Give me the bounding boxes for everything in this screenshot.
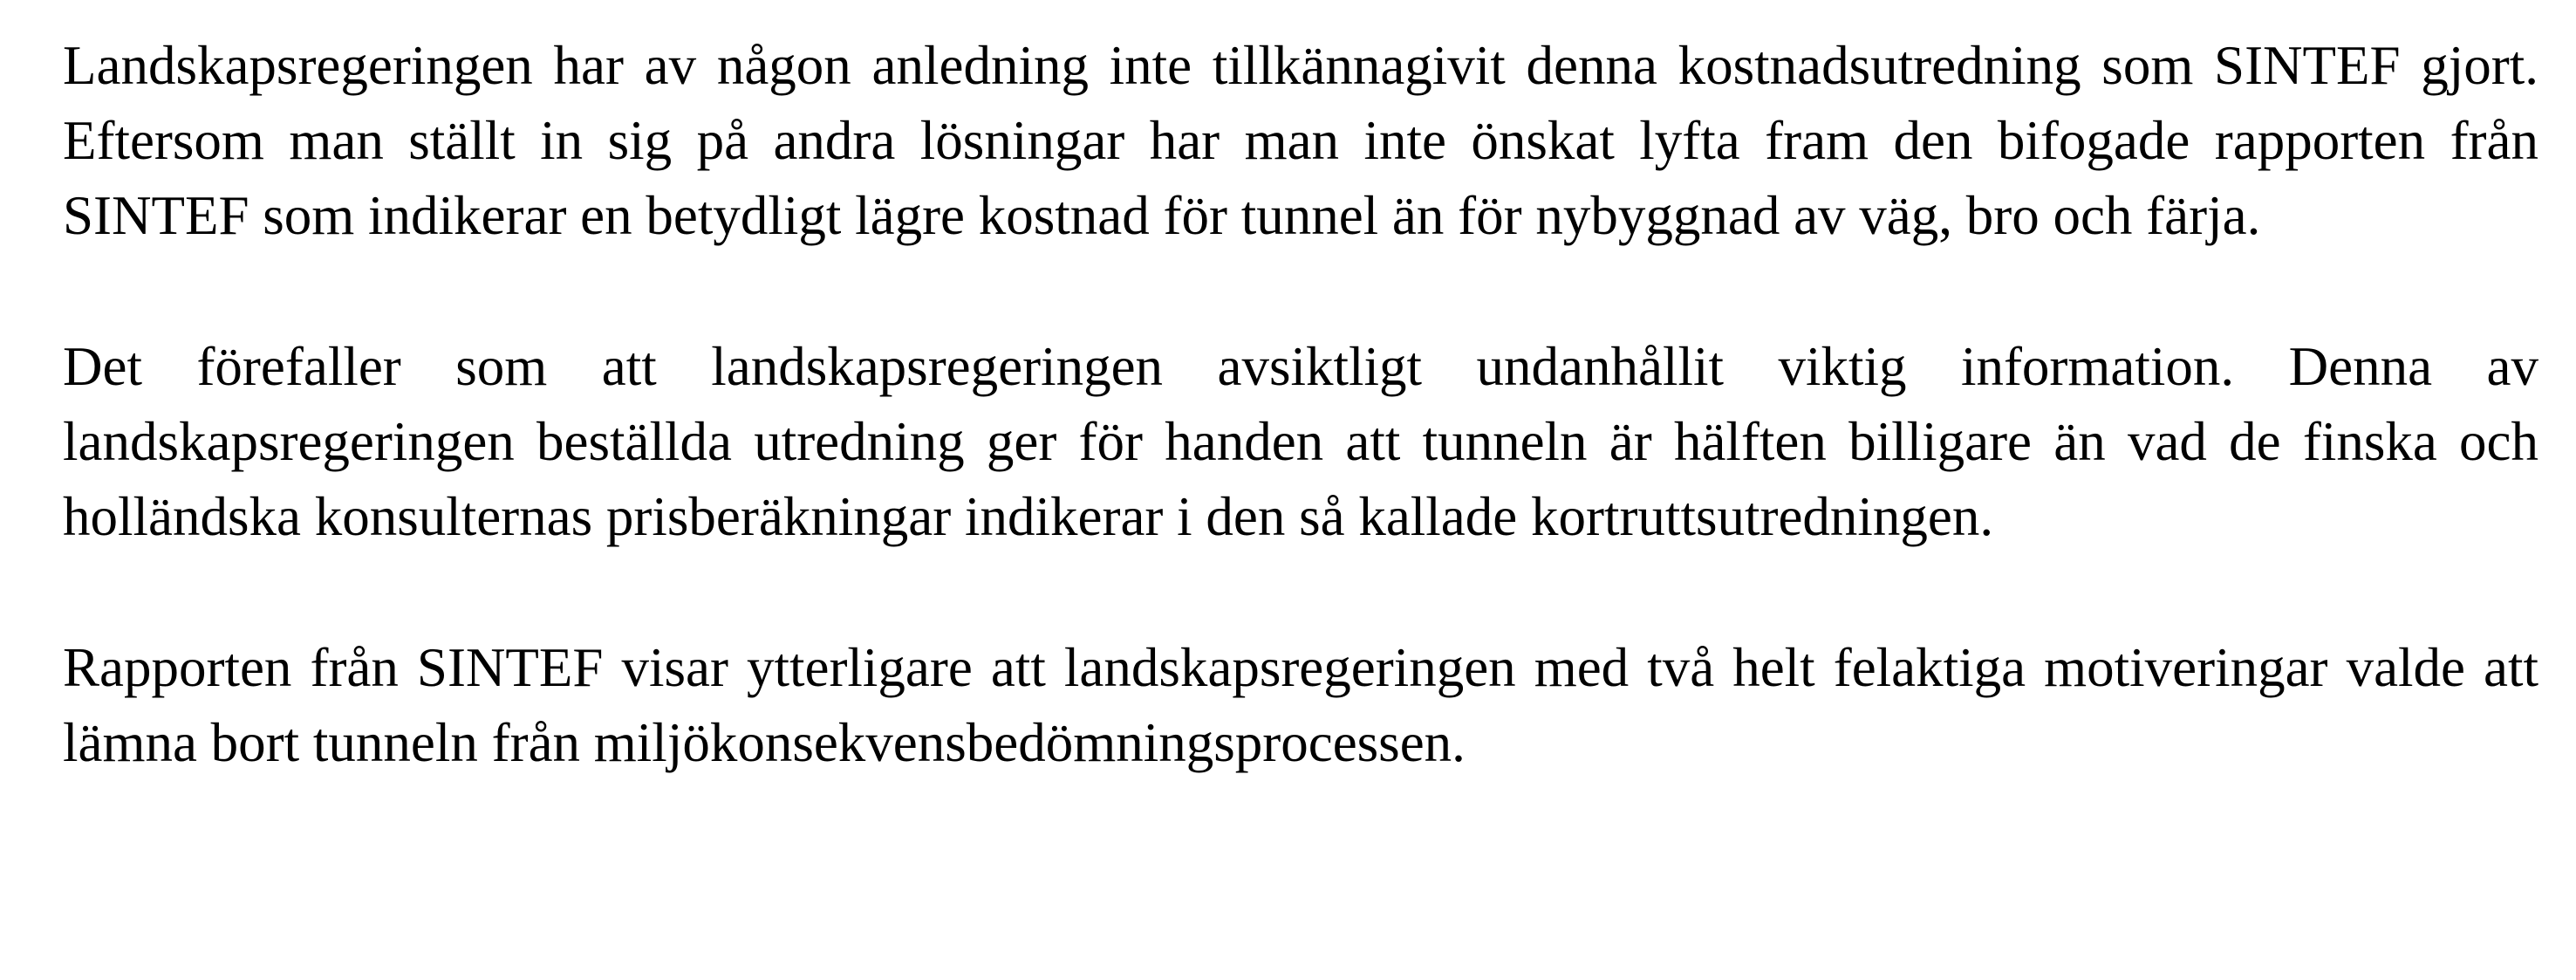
paragraph-cost-report: Landskapsregeringen har av någon anledning inte tillkännagivit denna kostnadsutredning som SINTEF gjort. Eftersom man ställt in sig på andra lösningar har man inte önskat lyfta fram den bifogade rapporten från SINTEF som indikerar en betydligt lägre kostnad för tunnel än för nybyggnad av väg, bro och färja. <box>63 35 2538 246</box>
document-body <box>63 28 2538 780</box>
paragraph-sintef-findings: Rapporten från SINTEF visar ytterligare att landskapsregeringen med två helt felaktiga motiveringar valde att lämna bort tunneln från miljökonsekvensbedömningsprocessen. <box>63 637 2538 773</box>
paragraph-withheld-information: Det förefaller som att landskapsregeringen avsiktligt undanhållit viktig information. Denna av landskapsregeringen beställda utredning ger för handen att tunneln är hälften billigare än vad de finska och holländska konsulternas prisberäkningar indikerar i den så kallade kortruttsutredningen. <box>63 336 2538 547</box>
